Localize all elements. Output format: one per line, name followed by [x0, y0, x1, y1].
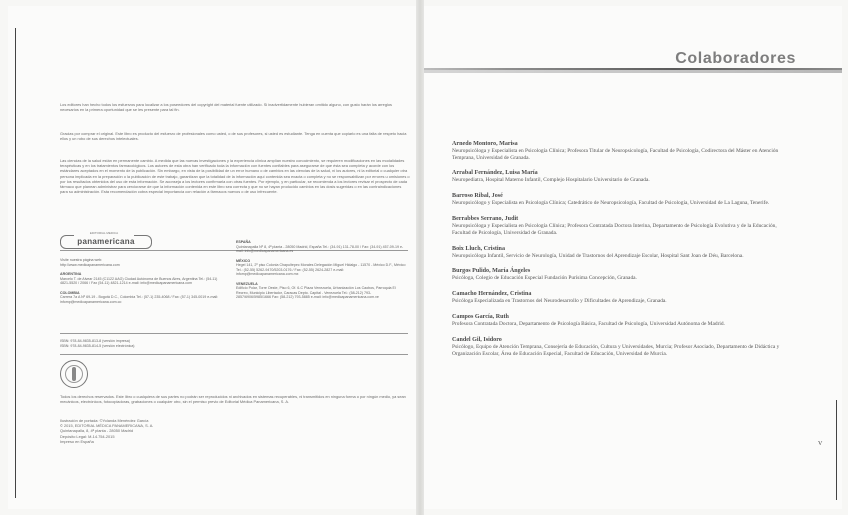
mexico-address: Hegel 141, 2º piso Colonia Chapultepec Morales Delegación Miguel Hidalgo - 11570 - México D.F., México Tel.: (52-55) 5262-9470/5203-0176 / Fax: (52-55) 2624-2827 e-mail: infomp@medicapanamericana.com.mx [236, 263, 406, 276]
contributor-affiliation: Neuropsicólogo y Especialista en Psicología Clínica; Catedrático de Neuropsicología, Facultad de Psicología, Universidad de La Laguna, Tenerife. [452, 200, 770, 207]
contributor-affiliation: Neuropsicóloga Infantil, Servicio de Neurología, Unidad de Trastornos del Aprendizaje Escolar, Hospital Sant Joan de Déu, Barcelona. [452, 252, 744, 259]
contributor-affiliation: Psicóloga Especializada en Trastornos del Neurodesarrollo y Dificultades de Aprendizaje, Granada. [452, 298, 667, 305]
spain-address: Quintanapalla Nº 8, 4ª planta - 28050 Madrid, España Tel.: (34-91) 131-78-00 / Fax: (34-91) 457-09-19 e-mail: info@medicapanamericana.es [236, 244, 404, 253]
contributor-name: Campos García, Ruth [452, 314, 509, 321]
contributor-entry [452, 291, 792, 305]
divider [60, 333, 408, 334]
colophon-line: © 2015, EDITORIAL MÉDICA PANAMERICANA, S. A. [60, 423, 154, 429]
book-gutter [416, 0, 424, 515]
contributor-name: Camacho Hernández, Cristina [452, 291, 532, 298]
rights-reserved-notice: Todos los derechos reservados. Este libro o cualquiera de sus partes no podrán ser reproducidos ni archivados en sistemas recuperables, ni transmitidos en ninguna forma o por ningún medio, ya sean mecánicos, electrónicos, fotocopiadoras, grabaciones o cualquier otro, sin el permiso previo de Editorial Médica Panamericana, S. A. [60, 394, 406, 405]
contributor-entry [452, 170, 792, 184]
colophon [60, 418, 310, 444]
contributor-entry [452, 216, 792, 236]
contributor-affiliation: Neuropsicóloga y Especialista en Psicología Clínica; Profesora Contratada Doctora Interina, Departamento de Psicología Evolutiva y de la Educación, Facultad de Psicología, Universidad de Granada. [452, 223, 777, 236]
venezuela-address: Edificio Polar, Torre Oeste, Piso 6, Of. 6-C Plaza Venezuela, Urbanización Los Caobos, Parroquia El Recreo, Municipio Libertador, Caracas Depto. Capital - Venezuela Tel.: (58-212) 793-2857/6906/5985/1666 Fax: (58-212) 793-5885 e-mail: info@medicapanamericana.com.ve [236, 286, 396, 299]
contributor-affiliation: Psicóloga, Colegio de Educación Especial Fundación Purísima Concepción, Granada. [452, 275, 637, 282]
visit-label: Visite nuestra página web: [60, 258, 103, 262]
contributor-affiliation: Profesora Contratada Doctora, Departamento de Psicología Básica, Facultad de Psicología, Universidad Autónoma de Madrid. [452, 321, 725, 328]
contributor-entry [452, 141, 792, 161]
contributor-affiliation: Psicólogo, Equipo de Atención Temprana, Consejería de Educación, Cultura y Universidades, Murcia; Profesor Asociado, Departamento de Didáctica y Organización Escolar, Área de Educación Especial, Facultad de Educación, Universidad de Murcia. [452, 344, 780, 357]
contributor-entry [452, 268, 792, 282]
publisher-logo: panamericana [60, 235, 152, 249]
publisher-addresses-right [236, 240, 406, 305]
contributors-list [452, 141, 792, 367]
colombia-heading: COLOMBIA [60, 290, 80, 295]
isbn-ebook: ISBN: 978-84-9835-814-5 (versión electrónica) [60, 343, 135, 348]
isbn-block [60, 339, 260, 348]
copyright-notice: Los editores han hecho todos los esfuerzos para localizar a los poseedores del copyright del material fuente utilizado. Si inadvertidamente hubieran omitido alguno, con gusto harán los arreglos necesarios en la primera oportunidad que se les presente para tal fin. [60, 102, 392, 113]
contributor-name: Berrabbes Serrano, Judit [452, 216, 519, 223]
paper-seal-icon [60, 360, 88, 388]
contributor-name: Burgos Pulido, María Ángeles [452, 268, 531, 275]
contributor-affiliation: Neuropediatra, Hospital Materno Infantil, Complejo Hospitalario Universitario de Granada. [452, 177, 650, 184]
colophon-line: Depósito Legal: M-14.754-2015 [60, 433, 115, 439]
colophon-line: Quintanapalla, 8, 4ª planta - 28050 Madrid [60, 428, 134, 434]
argentina-address: Marcelo T. de Alvear 2145 (C1122 AAG) Ciudad Autónoma de Buenos Aires, Argentina Tel.: (54-11) 4821-5520 / 2066 / Fax (54-11) 4821-1214 e-mail: info@medicapanamericana.com [60, 276, 218, 285]
contributor-name: Candel Gil, Isidoro [452, 337, 502, 344]
colophon-line: Impreso en España [60, 438, 94, 444]
venezuela-heading: VENEZUELA [236, 281, 258, 286]
contributor-name: Barroso Ribal, José [452, 193, 503, 200]
section-header [424, 50, 842, 80]
colombia-address: Carrera 7a A Nº 69-19 - Bogotá D.C., Colombia Tel.: (57-1) 235-4068 / Fax: (57-1) 345-0019 e-mail: infomp@medicapanamericana.com.co [60, 295, 219, 304]
divider [60, 354, 408, 355]
right-margin-line [836, 400, 837, 500]
colophon-line: Ilustración de portada: ©Yolanda Menéndez García [60, 418, 149, 423]
spain-heading: ESPAÑA [236, 240, 251, 244]
contributor-entry [452, 314, 792, 328]
contributor-name: Boix Lluch, Cristina [452, 245, 505, 252]
publisher-addresses-left [60, 258, 220, 309]
contributor-entry [452, 246, 792, 260]
contributor-name: Arrabal Fernández, Luisa María [452, 170, 538, 177]
contributor-affiliation: Neuropsicóloga y Especialista en Psicología Clínica; Profesora Titular de Neuropsicología, Facultad de Psicología, Codirectora del Máster en Atención Temprana, Universidad de Granada. [452, 148, 779, 161]
header-band [424, 70, 842, 73]
health-sciences-disclaimer: Las ciencias de la salud están en permanente cambio. A medida que las nuevas investigaciones y la experiencia clínica amplían nuestro conocimiento, se requieren modificaciones en las modalidades terapéuticas y en los tratamientos farmacológicos. Los autores de esta obra han verificado toda la información con fuentes confiables para asegurarse de que ésta sea completa y acorde con los estándares aceptados en el momento de la publicación. Sin embargo, en vista de la posibilidad de un error humano o de cambios en las ciencias de la salud, ni los autores, ni la editorial o cualquier otra persona implicada en la preparación o la publicación de este trabajo, garantizan que la totalidad de la información aquí contenida sea exacta o completa y no se responsabilizan por errores u omisiones o por los resultados obtenidos del uso de esta información. Se aconseja a los lectores confirmarla con otras fuentes. Por ejemplo, y en particular, se recomienda a los lectores revisar el prospecto de cada fármaco que planean administrar para cerciorarse de que la información contenida en este libro sea correcta y que no se hayan producido cambios en las dosis sugeridas o en las contraindicaciones para su administración. Esta recomendación cobra especial importancia con relación a fármacos nuevos o de uso infrecuente. [60, 158, 410, 195]
thanks-notice: Gracias por comprar el original. Este libro es producto del esfuerzo de profesionales como usted, o de sus profesores, si usted es estudiante. Tenga en cuenta que copiarlo es una falta de respeto hacia ellos y un robo de sus derechos intelectuales. [60, 131, 407, 142]
publisher-logo-tagline: EDITORIAL MEDICA [74, 231, 134, 236]
contributor-entry [452, 193, 792, 207]
mexico-heading: MÉXICO [236, 258, 251, 263]
contributor-entry [452, 337, 792, 357]
left-margin-line [15, 28, 16, 498]
isbn-print: ISBN: 978-84-9835-813-8 (versión impresa) [60, 339, 130, 343]
section-title: Colaboradores [669, 50, 796, 68]
page-number: V [818, 441, 823, 447]
contributor-name: Arnedo Montoro, Marisa [452, 141, 518, 147]
argentina-heading: ARGENTINA [60, 272, 82, 276]
website-link[interactable]: http://www.medicapanamericana.com [60, 262, 120, 267]
